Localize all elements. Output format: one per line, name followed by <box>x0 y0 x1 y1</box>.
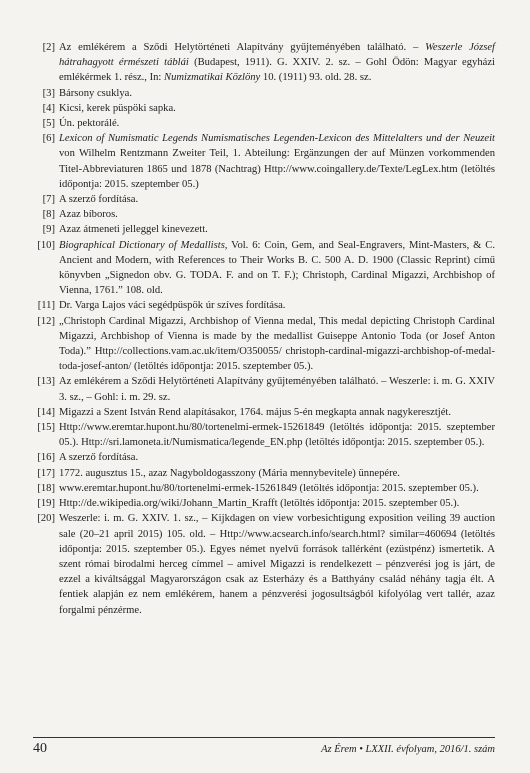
endnote-title-italic: Weszerle József hátrahagyott érmészeti táblái <box>59 42 495 69</box>
endnote-item <box>33 101 495 116</box>
endnote-text <box>59 222 495 237</box>
endnote-item <box>33 116 495 131</box>
endnote-number: [3] <box>42 87 55 99</box>
endnote-item <box>33 466 495 481</box>
endnote-item <box>33 40 495 86</box>
endnote-item <box>33 298 495 313</box>
endnote-title-italic: Numizmatikai Közlöny <box>164 72 261 84</box>
endnote-title-italic: Lexicon of Numismatic Legends Numismatisches Legenden-Lexicon des Mittelalters und der Neuzeit <box>59 133 495 145</box>
endnote-number: [20] <box>37 513 55 525</box>
endnote-number: [18] <box>37 482 55 494</box>
endnote-text-run: Kicsi, kerek püspöki sapka. <box>59 102 176 114</box>
endnote-text <box>59 101 495 116</box>
endnote-number: [11] <box>37 300 55 312</box>
endnote-number: [13] <box>37 376 55 388</box>
endnote-text-run: 1772. augusztus 15., azaz Nagyboldogasszony (Mária mennybevitele) ünnepére. <box>59 467 400 479</box>
endnote-number: [8] <box>42 209 55 221</box>
endnote-text-run: Http://de.wikipedia.org/wiki/Johann_Martin_Krafft (letöltés időpontja: 2015. szeptember 05.). <box>59 498 460 510</box>
endnote-text-run: www.eremtar.hupont.hu/80/tortenelmi-ermek-15261849 (letöltés időpontja: 2015. szeptember 05.). <box>59 482 479 494</box>
endnote-text-run: Migazzi a Szent István Rend alapításakor, 1764. május 5-én megkapta annak nagykeresztjét. <box>59 406 451 418</box>
endnote-number: [4] <box>42 102 55 114</box>
endnote-item <box>33 314 495 375</box>
endnote-text <box>59 298 495 313</box>
endnote-text <box>59 192 495 207</box>
endnote-text <box>59 131 495 192</box>
endnote-number: [19] <box>37 498 55 510</box>
endnote-text-run: A szerző fordítása. <box>59 194 139 206</box>
footer-rule <box>33 737 495 738</box>
endnote-number: [6] <box>42 133 55 145</box>
endnote-number: [5] <box>42 118 55 130</box>
endnote-item <box>33 450 495 465</box>
endnote-text-run: Vol. 6: Coin, Gem, and Seal-Engravers, Mint-Masters, & C. Ancient and Modern, with References to Their Works B. C. 500 A. D. 1900 (Classic Reprint) című könyvben „Signedon obv. G. TODA. F. and on T. F.); Christoph, Cardinal Migazzi, Archbishop of Vienna, 1761.” 108. old. <box>59 239 495 297</box>
endnote-text <box>59 511 495 617</box>
endnotes-list <box>33 40 495 618</box>
endnote-text <box>59 466 495 481</box>
endnote-text-run: „Christoph Cardinal Migazzi, Archbishop of Vienna medal, This medal depicting Christoph Cardinal Migazzi, Archbishop of Vienna is made by the medallist Guiseppe Antonio Toda (or Josef Anton Toda).” Http://collections.vam.ac.uk/item/O350055/ christoph-cardinal-migazzi-archbishop-of-medal-toda-josef-anton/ (letöltés időpontja: 2015. szeptember 05.). <box>59 315 495 373</box>
endnote-text-run: von Wilhelm Rentzmann Zweiter Teil, 1. Abteilung: Ergänzungen der auf Münzen vorkommenden Titel-Abbreviaturen 1865 und 1878 (Nachtrag) Http://www.coingallery.de/Texte/LegLex.htm (letöltés időpontja: 2015. szeptember 05.) <box>59 148 495 190</box>
endnote-number: [16] <box>37 452 55 464</box>
endnote-text-run: Weszerle: i. m. G. XXIV. 1. sz., – Kijkdagen on view vorbesichtigung exposition veiling 39 auction sale (20–21 april 2015) 105. old. – Http://www.acsearch.info/search.html? similar=460694 (letöltés időpontja: 2015. szeptember 05.). Egyes német nyelvű források tallérként (ezüstpénz) ismertetik. A szent római birodalmi herceg címmel – amivel Migazzi is rendelkezett – pénzverési jog is járt, de ezzel a kiváltsággal Magyarországon csak az Esterházy és a Batthyány család néhány tagja élt. A fentiek alapján ez nem emlékérem, hanem a pénzverési jogosultságból kifolyólag vert tallér, azaz forgalmi pénzérme. <box>59 513 495 616</box>
endnote-text <box>59 86 495 101</box>
endnote-text <box>59 314 495 375</box>
endnote-item <box>33 405 495 420</box>
endnote-number: [9] <box>42 224 55 236</box>
endnote-item <box>33 86 495 101</box>
endnote-title-italic: Biographical Dictionary of Medallists, <box>59 239 228 251</box>
endnote-text <box>59 450 495 465</box>
endnote-number: [15] <box>37 422 55 434</box>
endnote-text-run: A szerző fordítása. <box>59 452 139 464</box>
endnote-text-run: Az emlékérem a Sződi Helytörténeti Alapítvány gyűjteményében található. – <box>59 42 426 53</box>
endnote-text <box>59 116 495 131</box>
endnote-text <box>59 420 495 450</box>
page-footer <box>33 741 495 763</box>
endnote-item <box>33 511 495 617</box>
endnote-number: [7] <box>42 194 55 206</box>
endnote-text <box>59 405 495 420</box>
endnote-text-run: Azaz átmeneti jelleggel kinevezett. <box>59 224 208 236</box>
endnote-item <box>33 420 495 450</box>
endnote-number: [14] <box>37 406 55 418</box>
endnote-text <box>59 238 495 299</box>
endnote-item <box>33 192 495 207</box>
endnote-text-run: Azaz bíboros. <box>59 209 118 221</box>
endnote-text-run: (Budapest, 1911). G. XXIV. 2. sz. – Gohl Ödön: Magyar egyházi emlékérmek 1. rész., In: <box>59 57 495 84</box>
endnote-text <box>59 40 495 86</box>
endnote-text-run: Bársony csuklya. <box>59 87 132 99</box>
endnote-number: [10] <box>37 239 55 251</box>
endnote-text <box>59 481 495 496</box>
endnote-text <box>59 374 495 404</box>
endnote-item <box>33 238 495 299</box>
endnote-text-run: Http://www.eremtar.hupont.hu/80/tortenelmi-ermek-15261849 (letöltés időpontja: 2015. szeptember 05.). Http://sri.lamoneta.it/Numismatica/legende_EN.php (letöltés időpontja: 2015. szeptember 05.). <box>59 422 495 449</box>
page-number: 40 <box>33 741 47 756</box>
endnote-text-run: Ún. pektorálé. <box>59 118 120 130</box>
endnote-text <box>59 496 495 511</box>
endnote-text-run: Dr. Varga Lajos váci segédpüspök úr szíves fordítása. <box>59 300 286 312</box>
endnote-item <box>33 496 495 511</box>
journal-citation: Az Érem • LXXII. évfolyam, 2016/1. szám <box>321 744 495 755</box>
endnote-item <box>33 481 495 496</box>
endnote-number: [12] <box>37 315 55 327</box>
endnote-number: [2] <box>42 42 55 53</box>
endnote-item <box>33 207 495 222</box>
endnote-text-run: Az emlékérem a Sződi Helytörténeti Alapítvány gyűjteményében található. – Weszerle: i. m. G. XXIV 3. sz., – Gohl: i. m. 29. sz. <box>59 376 495 403</box>
endnote-text <box>59 207 495 222</box>
endnote-number: [17] <box>37 467 55 479</box>
endnote-item <box>33 131 495 192</box>
endnote-item <box>33 374 495 404</box>
endnote-item <box>33 222 495 237</box>
endnote-text-run: 10. (1911) 93. old. 28. sz. <box>260 72 372 84</box>
